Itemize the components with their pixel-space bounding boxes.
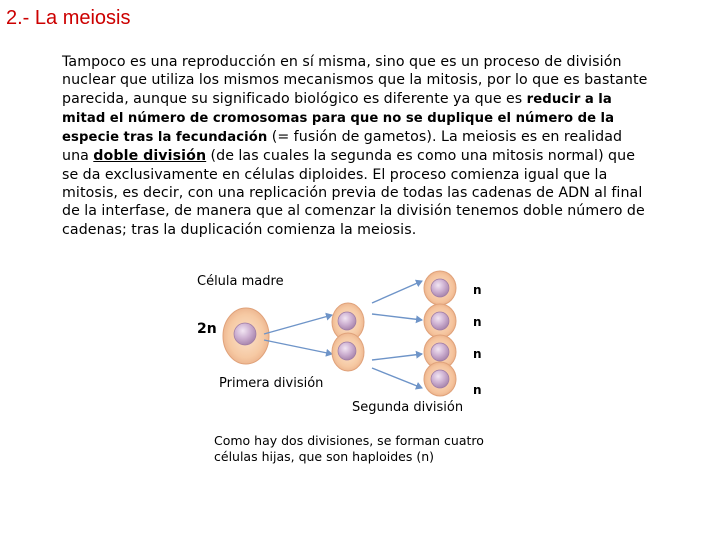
mother-ploidy-label: 2n [197,321,217,337]
slide-title: 2.- La meiosis [6,7,131,29]
mother-cell-label: Célula madre [197,274,284,289]
daughter-ploidy-4: n [473,383,482,397]
arrow-lower-to-cell-4 [372,368,422,388]
arrow-lower-to-cell-3 [372,354,422,360]
paragraph-text-2: (= fusión de gametos). La meiosis es en realidad una [62,129,623,165]
mother-cell [223,308,269,364]
daughter-ploidy-2: n [473,315,482,329]
second-division-label: Segunda división [352,400,464,415]
daughter-cell-4 [424,362,456,396]
daughter-cell-1 [424,271,456,305]
first-division-cell-lower [332,333,364,371]
daughter-ploidy-3: n [473,347,482,361]
diagram-caption: Como hay dos divisiones, se forman cuatro células hijas, que son haploides (n) [214,433,484,464]
paragraph-text-3: (de las cuales la segunda es como una mitosis normal) que se da exclusivamente en células diploides. El proceso comienza igual que la mitosis, es decir, con una replicación previa de todas las cadenas de ADN al final de la interfase, de manera que al comenzar la división tenemos doble número de cadenas; tras la duplicación comienza la meiosis. [62,148,645,238]
arrow-mother-to-lower [264,340,332,354]
daughter-ploidy-1: n [473,283,482,297]
arrow-upper-to-cell-1 [372,281,422,303]
mother-nucleus [234,323,256,345]
arrow-mother-to-upper [264,315,332,334]
paragraph-doble-division: doble división [93,148,207,165]
arrow-upper-to-cell-2 [372,314,422,320]
daughter-cell-2 [424,304,456,338]
first-division-label: Primera división [219,376,324,391]
paragraph-emphasis: reducir a la mitad el número de cromosomas para que no se duplique el número de la especie tras la fecundación [62,91,615,146]
paragraph-text-1: Tampoco es una reproducción en sí misma, sino que es un proceso de división nuclear que utiliza los mismos mecanismos que la mitosis, por lo que es bastante parecida, aunque su significado biológico es diferente ya que es [62,54,648,107]
